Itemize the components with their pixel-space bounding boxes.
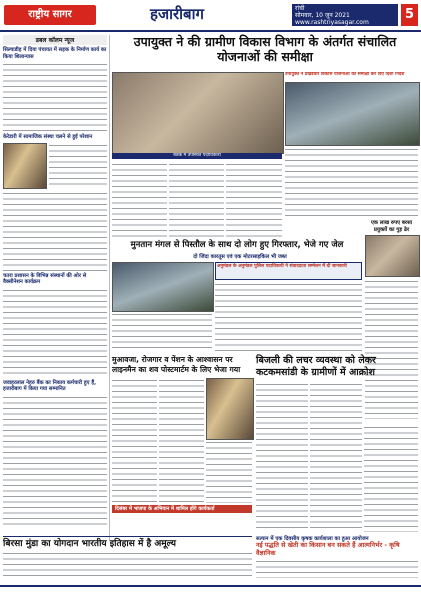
top-story-photo-2 (285, 82, 420, 146)
right-column-body (365, 279, 418, 419)
second-story-side-box: अनुमंडल के अनुमंडल पुलिस पदाधिकारी ने संवाददाता सम्मेलन में दी जानकारी (215, 262, 362, 280)
left-story4-headline[interactable]: जवाहरलाल नेहरु बैंक का निकाय कर्मचारी हुए हैं, हजारीबाग में किया गया सम्मानित (3, 379, 97, 392)
right-column-headline[interactable]: एक लाख रुपए बरसा प्रयुक्तों का गुड़ ढेर (370, 220, 413, 233)
footer-rule (0, 585, 421, 587)
top-story (112, 34, 418, 64)
middle-left-body-col2 (159, 378, 204, 503)
second-story-headline[interactable]: मुनतान मंगल से पिस्तौल के साथ दो लोग हुए गिरफ्तार, भेजे गए जेल (130, 240, 344, 250)
dateline-city: रांची (295, 5, 305, 12)
left-story4-body (3, 395, 107, 525)
second-story-body-right (215, 282, 362, 352)
bottom-right-headline-line1[interactable]: सत्यान में एक दिवसीय कृषक कार्यशाला का हुआ आयोजन (256, 536, 369, 542)
second-story-subhead: दो जिंदा कारतूस एवं एक मोटरसाइकिल भी जब्त (193, 254, 287, 260)
left-story1-headline[interactable]: सिल्याडीह में दिया पंचायत में सड़क के निर्माण कार्य का किया शिलान्यास (3, 47, 107, 60)
dateline-website[interactable]: www.rashtriyasagar.com (295, 19, 369, 26)
dateline-box (292, 4, 398, 26)
middle-right-body-col3 (364, 425, 418, 532)
second-story-photo (112, 262, 214, 312)
top-story-photo-caption: बैठक में उपस्थित पदाधिकारी (112, 153, 282, 159)
bottom-right-headline-line2[interactable]: नई पद्धति से खेती का किसान बन सकते हैं आत्मनिर्भर - कृषि वैज्ञानिक (256, 541, 400, 557)
middle-left-body-col1 (112, 378, 157, 503)
middle-right-headline[interactable]: बिजली की लचर व्यवस्था को लेकर कटकमसांडी के ग्रामीणों में आक्रोश (256, 355, 376, 378)
top-story-body-col2 (169, 162, 224, 240)
column-divider (109, 35, 110, 540)
bottom-right-story (256, 534, 418, 583)
top-story-photo (112, 72, 284, 154)
left-story2-body (49, 143, 107, 187)
middle-left-photo (206, 378, 254, 440)
page-city-title: हजारीबाग (150, 5, 204, 23)
left-story1-body (3, 62, 107, 132)
top-story-body-right (285, 147, 418, 217)
masthead (0, 0, 421, 30)
page-footer (0, 578, 421, 595)
left-story2-headline[interactable]: केरेडारी में सामाजिक संस्था चलने से हुई परेशान (3, 134, 93, 140)
newspaper-logo[interactable]: राष्ट्रीय सागर (4, 5, 96, 25)
masthead-rule (0, 30, 421, 32)
second-story-body-left (112, 312, 212, 352)
left-story2-body-cont (3, 191, 107, 271)
left-story2-row (3, 143, 107, 189)
middle-left-subbar: दिसंबर में भाजपा के अभियान में शामिल होंगे कार्यकर्ता (112, 505, 252, 513)
left-story3-headline[interactable]: चतरा प्रशासन के विभिन्न संस्थानों की ओर से वैक्सीनेशन कार्यक्रम (3, 272, 87, 285)
middle-left-body-col3 (206, 440, 252, 503)
top-story-body-col1 (112, 162, 167, 240)
right-column (365, 220, 418, 420)
left-column (3, 35, 107, 575)
middle-right-body-col1 (256, 382, 308, 532)
bottom-left-headline[interactable]: बिरसा मुंडा का योगदान भारतीय इतिहास में है अमूल्य (3, 536, 252, 550)
dateline-date: सोमवार, 10 जुन 2021 (295, 12, 350, 19)
middle-left-headline[interactable]: मुआवजा, रोजगार व पेंशन के आश्वासन पर लाइनमैन का शव पोस्टमार्टम के लिए भेजा गया (112, 355, 241, 374)
middle-right-body-col2 (310, 382, 362, 532)
top-story-headline[interactable]: उपायुक्त ने की ग्रामीण विकास विभाग के अंतर्गत संचालित योजनाओं की समीक्षा (133, 34, 397, 64)
page-number: 5 (401, 4, 418, 26)
left-story2-photo (3, 143, 47, 189)
right-column-photo (365, 235, 420, 277)
bottom-left-body (3, 551, 252, 576)
top-story-body-col3 (226, 162, 282, 240)
top-story-subhead: उपायुक्त ने प्रखंडवार विकास योजनाओं की समीक्षा कर दिए दिशा निर्देश (285, 72, 405, 77)
double-column-tag: डबल कॉलम न्यूज (3, 35, 107, 45)
left-story3-body (3, 288, 107, 378)
